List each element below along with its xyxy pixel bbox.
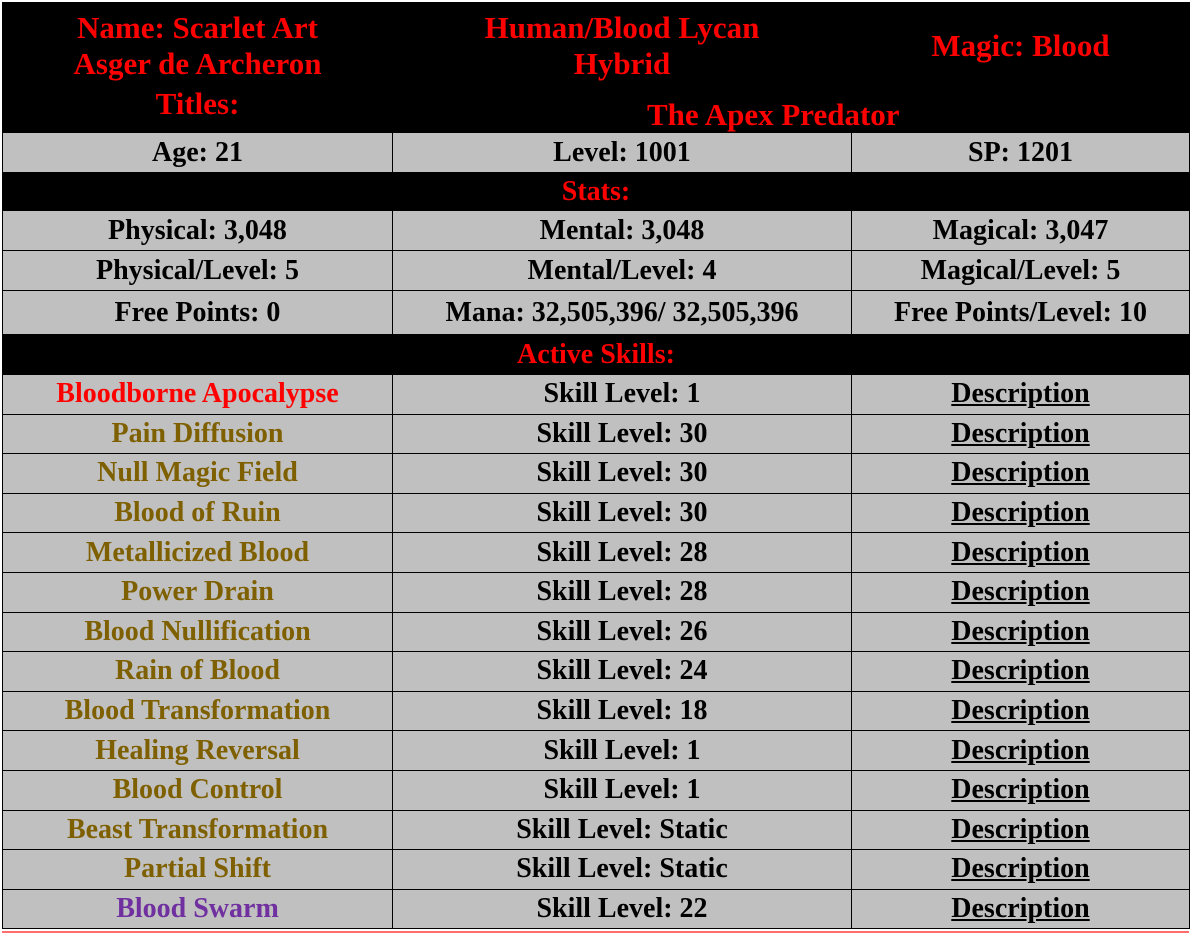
skill-description-cell [852, 810, 1190, 850]
sp-cell: SP: 1201 [852, 133, 1190, 173]
skill-row [3, 770, 1190, 810]
stats-row [3, 211, 1190, 251]
skill-description-link[interactable]: Description [951, 734, 1090, 766]
skill-row [3, 572, 1190, 612]
skill-description-cell [852, 572, 1190, 612]
skill-level: Skill Level: Static [393, 810, 852, 850]
skill-description-cell [852, 770, 1190, 810]
skill-name: Healing Reversal [3, 731, 393, 771]
skill-description-link[interactable]: Description [951, 893, 1090, 925]
skill-row [3, 533, 1190, 573]
level-cell: Level: 1001 [393, 133, 852, 173]
physical-per-level-cell: Physical/Level: 5 [3, 251, 393, 291]
skill-row [3, 493, 1190, 533]
skill-row [3, 612, 1190, 652]
info-row [3, 133, 1190, 173]
skill-name: Power Drain [3, 572, 393, 612]
race-cell [393, 3, 852, 89]
free-points-per-level-cell: Free Points/Level: 10 [852, 291, 1190, 335]
skills-heading-row [3, 335, 1190, 375]
age-cell: Age: 21 [3, 133, 393, 173]
skill-description-link[interactable]: Description [951, 378, 1090, 410]
free-points-cell: Free Points: 0 [3, 291, 393, 335]
skill-description-link[interactable]: Description [951, 615, 1090, 647]
points-row [3, 291, 1190, 335]
name-cell [3, 3, 393, 89]
skill-description-cell [852, 691, 1190, 731]
stats-heading-row [3, 173, 1190, 211]
skill-description-link[interactable]: Description [951, 655, 1090, 687]
skill-level: Skill Level: 28 [393, 572, 852, 612]
skill-level: Skill Level: 24 [393, 652, 852, 692]
bottom-divider [2, 931, 1189, 933]
skill-row [3, 652, 1190, 692]
skills-heading: Active Skills: [3, 335, 1190, 375]
skill-name: Beast Transformation [3, 810, 393, 850]
magic-cell: Magic: Blood [852, 3, 1190, 89]
skill-row [3, 889, 1190, 929]
race-line-2: Hybrid [573, 45, 671, 81]
magical-cell: Magical: 3,047 [852, 211, 1190, 251]
skill-description-link[interactable]: Description [951, 576, 1090, 608]
skill-name: Blood Swarm [3, 889, 393, 929]
skill-row [3, 731, 1190, 771]
skill-description-link[interactable]: Description [951, 457, 1090, 489]
skill-name: Blood Transformation [3, 691, 393, 731]
name-line-2: Asger de Archeron [73, 45, 322, 81]
skill-row [3, 691, 1190, 731]
skill-row [3, 810, 1190, 850]
skill-description-cell [852, 414, 1190, 454]
skill-level: Skill Level: 1 [393, 731, 852, 771]
header-row [3, 3, 1190, 89]
skill-row [3, 375, 1190, 415]
skill-level: Skill Level: 30 [393, 493, 852, 533]
skill-name: Partial Shift [3, 850, 393, 890]
skill-row [3, 850, 1190, 890]
skill-level: Skill Level: 26 [393, 612, 852, 652]
skill-name: Blood of Ruin [3, 493, 393, 533]
skill-name: Rain of Blood [3, 652, 393, 692]
mana-cell: Mana: 32,505,396/ 32,505,396 [393, 291, 852, 335]
skill-description-link[interactable]: Description [951, 536, 1090, 568]
mental-cell: Mental: 3,048 [393, 211, 852, 251]
stats-heading: Stats: [3, 173, 1190, 211]
skill-description-cell [852, 375, 1190, 415]
skill-description-link[interactable]: Description [951, 774, 1090, 806]
physical-cell: Physical: 3,048 [3, 211, 393, 251]
skill-name: Pain Diffusion [3, 414, 393, 454]
mental-per-level-cell: Mental/Level: 4 [393, 251, 852, 291]
skill-description-cell [852, 533, 1190, 573]
skill-name: Metallicized Blood [3, 533, 393, 573]
skill-description-cell [852, 493, 1190, 533]
titles-row [3, 89, 1190, 133]
skill-description-cell [852, 454, 1190, 494]
skill-description-cell [852, 850, 1190, 890]
skill-level: Skill Level: 30 [393, 414, 852, 454]
skill-description-link[interactable]: Description [951, 813, 1090, 845]
skill-description-link[interactable]: Description [951, 417, 1090, 449]
skill-level: Skill Level: 1 [393, 375, 852, 415]
title-value: The Apex Predator [393, 89, 1190, 133]
per-level-row [3, 251, 1190, 291]
skill-level: Skill Level: Static [393, 850, 852, 890]
skill-description-cell [852, 652, 1190, 692]
skill-level: Skill Level: 30 [393, 454, 852, 494]
magical-per-level-cell: Magical/Level: 5 [852, 251, 1190, 291]
race-line-1: Human/Blood Lycan [484, 9, 760, 45]
name-line-1: Name: Scarlet Art [76, 9, 318, 45]
skill-description-link[interactable]: Description [951, 695, 1090, 727]
skill-description-link[interactable]: Description [951, 853, 1090, 885]
skill-row [3, 454, 1190, 494]
titles-label: Titles: [3, 89, 393, 133]
skill-name: Null Magic Field [3, 454, 393, 494]
skill-level: Skill Level: 18 [393, 691, 852, 731]
skill-description-link[interactable]: Description [951, 497, 1090, 529]
skill-name: Bloodborne Apocalypse [3, 375, 393, 415]
skill-description-cell [852, 889, 1190, 929]
skill-row [3, 414, 1190, 454]
skill-name: Blood Control [3, 770, 393, 810]
skill-name: Blood Nullification [3, 612, 393, 652]
skill-level: Skill Level: 28 [393, 533, 852, 573]
character-sheet [2, 2, 1190, 929]
skill-level: Skill Level: 22 [393, 889, 852, 929]
skill-description-cell [852, 612, 1190, 652]
skill-description-cell [852, 731, 1190, 771]
skill-level: Skill Level: 1 [393, 770, 852, 810]
